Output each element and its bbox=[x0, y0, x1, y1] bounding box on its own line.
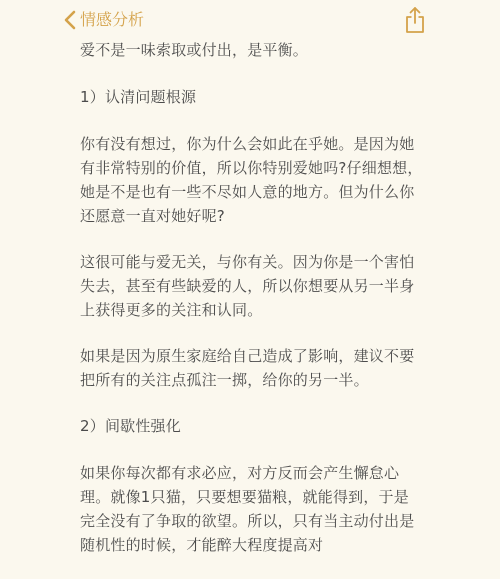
section-2-title: 2）间歇性强化 bbox=[80, 417, 181, 435]
section-1-paragraph-1: 你有没有想过，你为什么会如此在乎她。是因为她有非常特别的价值，所以你特别爱她吗?仔细想想，她是不是也有一些不尽如人意的地方。但为什么你还愿意一直对她好呢? bbox=[80, 135, 423, 225]
section-1-paragraph-3: 如果是因为原生家庭给自己造成了影响，建议不要把所有的关注点孤注一掷，给你的另一半。 bbox=[80, 347, 415, 389]
share-button[interactable] bbox=[404, 6, 426, 34]
article-lead: 爱不是一味索取或付出，是平衡。 bbox=[80, 41, 309, 59]
share-icon bbox=[404, 19, 426, 38]
back-button[interactable] bbox=[64, 9, 144, 31]
section-2-paragraph-1: 如果你每次都有求必应，对方反而会产生懈怠心理。就像1只猫，只要想要猫粮，就能得到，于是完全没有了争取的欲望。所以，只有当主动付出是随机性的时候，才能醉大程度提高对 bbox=[80, 464, 415, 554]
chevron-left-icon bbox=[64, 10, 76, 30]
navigation-bar bbox=[0, 0, 500, 40]
section-1-title: 1）认清问题根源 bbox=[80, 88, 197, 106]
back-label: 情感分析 bbox=[80, 10, 145, 29]
section-1-paragraph-2: 这很可能与爱无关，与你有关。因为你是一个害怕失去，甚至有些缺爱的人，所以你想要从另一半身上获得更多的关注和认同。 bbox=[80, 253, 415, 319]
article-content bbox=[80, 38, 424, 579]
